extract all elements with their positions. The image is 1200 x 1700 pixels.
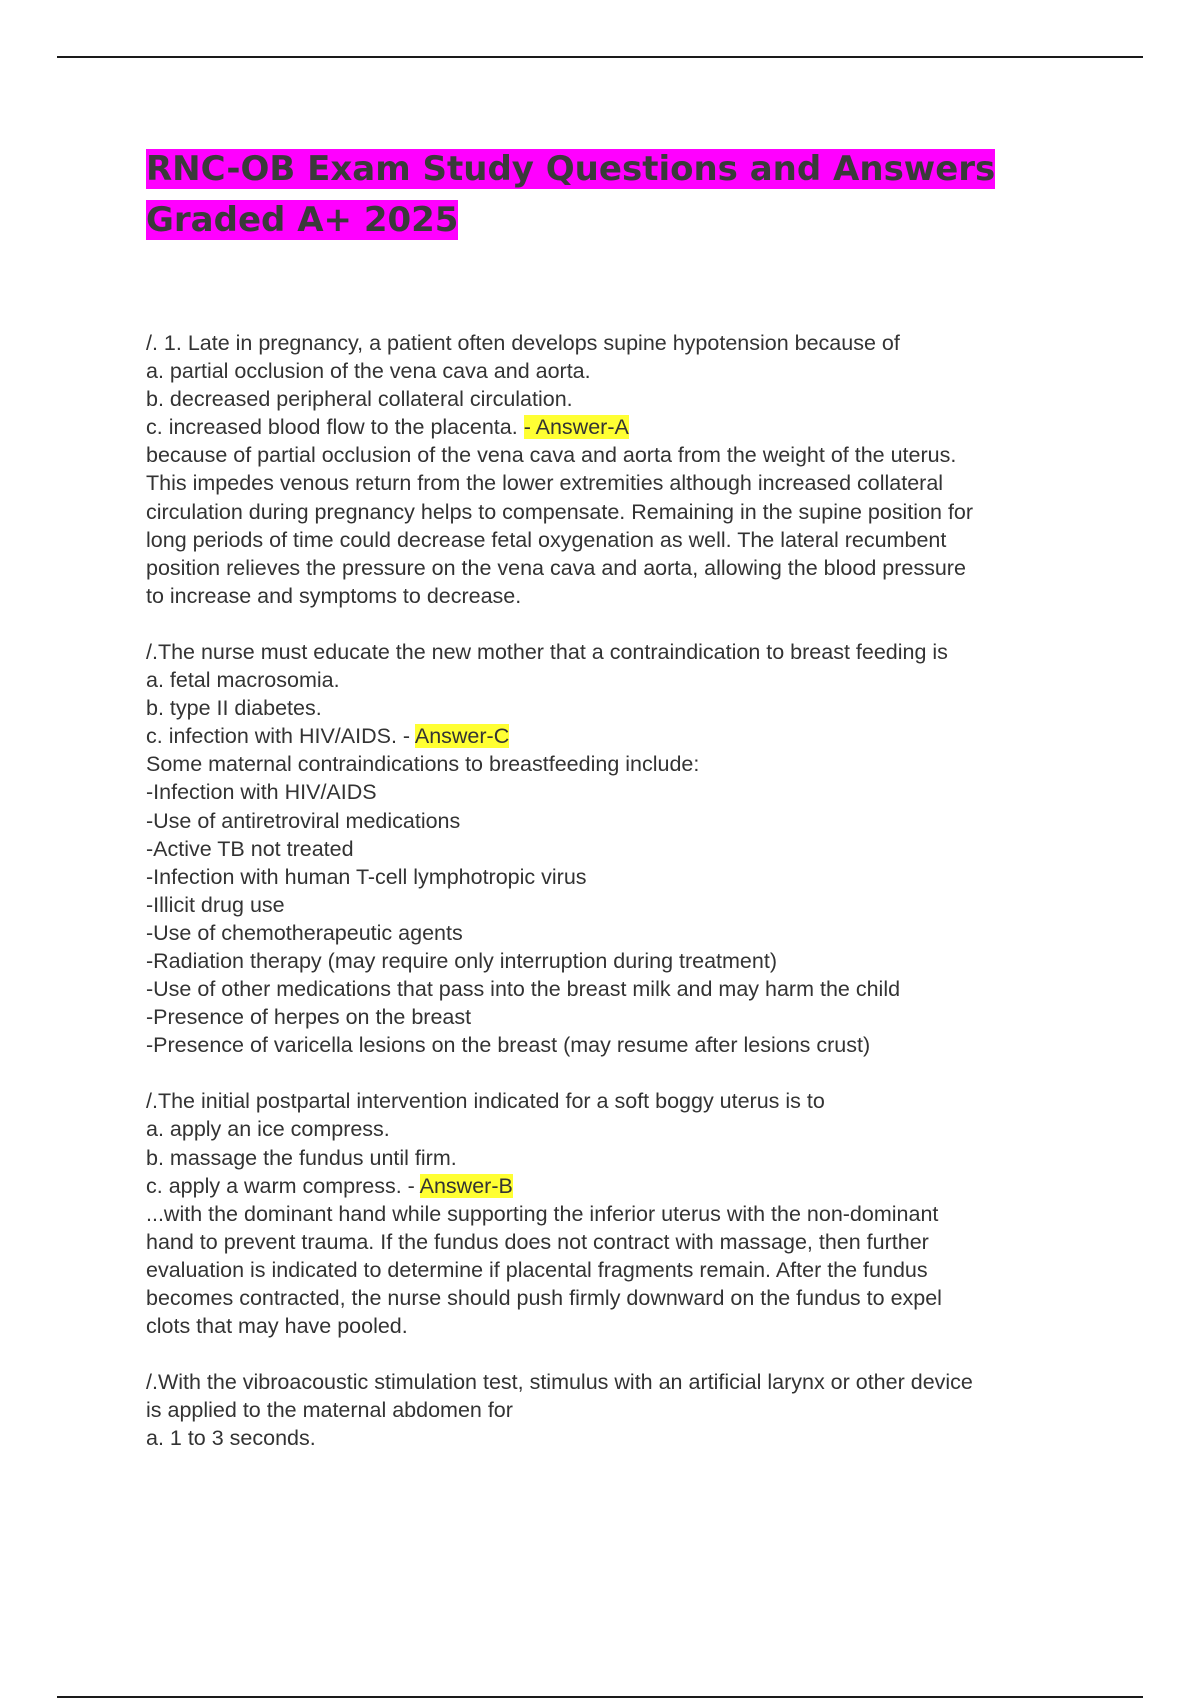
- contraindication-item: -Presence of varicella lesions on the breast (may resume after lesions crust): [146, 1033, 871, 1058]
- document-body: [146, 329, 1096, 1480]
- explanation-line: because of partial occlusion of the vena cava and aorta from the weight of the uterus.: [146, 443, 957, 468]
- option-a: a. 1 to 3 seconds.: [146, 1426, 316, 1451]
- contraindication-item: -Active TB not treated: [146, 836, 354, 861]
- option-c-text: c. infection with HIV/AIDS. -: [146, 724, 415, 749]
- explanation-line: becomes contracted, the nurse should push firmly downward on the fundus to expel: [146, 1286, 942, 1310]
- question-stem: /.With the vibroacoustic stimulation test, stimulus with an artificial larynx or other device: [146, 1370, 973, 1395]
- option-c: [146, 1172, 1096, 1200]
- option-c: [146, 413, 1096, 441]
- contraindication-item: -Use of other medications that pass into the breast milk and may harm the child: [146, 977, 901, 1002]
- contraindication-item: -Illicit drug use: [146, 892, 285, 917]
- contraindication-item: -Infection with human T-cell lymphotropic virus: [146, 864, 587, 889]
- option-c: [146, 722, 1096, 750]
- question-block: [146, 638, 1096, 1059]
- explanation-line: evaluation is indicated to determine if placental fragments remain. After the fundus: [146, 1257, 928, 1282]
- explanation-line: ...with the dominant hand while supporting the inferior uterus with the non-dominant: [146, 1201, 939, 1226]
- explanation-line: circulation during pregnancy helps to compensate. Remaining in the supine position for: [146, 499, 974, 524]
- contraindication-item: -Presence of herpes on the breast: [146, 1005, 472, 1030]
- option-a: a. apply an ice compress.: [146, 1117, 390, 1142]
- question-block: [146, 1087, 1096, 1340]
- option-b: b. type II diabetes.: [146, 696, 322, 721]
- footer-rule: [57, 1696, 1143, 1698]
- header-rule: [57, 56, 1143, 58]
- explanation-line: position relieves the pressure on the vena cava and aorta, allowing the blood pressure: [146, 555, 966, 580]
- contraindication-item: -Infection with HIV/AIDS: [146, 780, 377, 805]
- contraindication-item: -Use of antiretroviral medications: [146, 808, 461, 833]
- answer-highlight: Answer-C: [414, 724, 510, 749]
- option-b: b. decreased peripheral collateral circulation.: [146, 387, 573, 412]
- explanation-line: to increase and symptoms to decrease.: [146, 583, 522, 608]
- title-highlight: RNC-OB Exam Study Questions and Answers Graded A+ 2025: [146, 149, 996, 240]
- question-stem: is applied to the maternal abdomen for: [146, 1398, 513, 1423]
- option-a: a. fetal macrosomia.: [146, 668, 340, 693]
- question-block: [146, 1368, 1096, 1452]
- explanation-line: long periods of time could decrease fetal oxygenation as well. The lateral recumbent: [146, 527, 947, 552]
- contraindication-item: -Radiation therapy (may require only interruption during treatment): [146, 948, 777, 973]
- question-stem: /. 1. Late in pregnancy, a patient often develops supine hypotension because of: [146, 331, 900, 355]
- question-block: [146, 329, 1096, 610]
- document-title: [146, 144, 1086, 246]
- explanation-line: This impedes venous return from the lower extremities although increased collateral: [146, 471, 944, 496]
- explanation-line: hand to prevent trauma. If the fundus does not contract with massage, then further: [146, 1229, 929, 1254]
- question-stem: /.The nurse must educate the new mother that a contraindication to breast feeding is: [146, 639, 948, 664]
- explanation-line: Some maternal contraindications to breastfeeding include:: [146, 752, 700, 777]
- option-c-text: c. apply a warm compress. -: [146, 1173, 420, 1198]
- option-a: a. partial occlusion of the vena cava and aorta.: [146, 359, 591, 384]
- option-b: b. massage the fundus until firm.: [146, 1145, 457, 1170]
- explanation-line: clots that may have pooled.: [146, 1314, 408, 1339]
- question-stem: /.The initial postpartal intervention indicated for a soft boggy uterus is to: [146, 1089, 825, 1114]
- option-c-text: c. increased blood flow to the placenta.: [146, 415, 524, 440]
- answer-highlight: Answer-B: [419, 1173, 513, 1198]
- contraindication-item: -Use of chemotherapeutic agents: [146, 920, 463, 945]
- answer-highlight: - Answer-A: [523, 415, 629, 440]
